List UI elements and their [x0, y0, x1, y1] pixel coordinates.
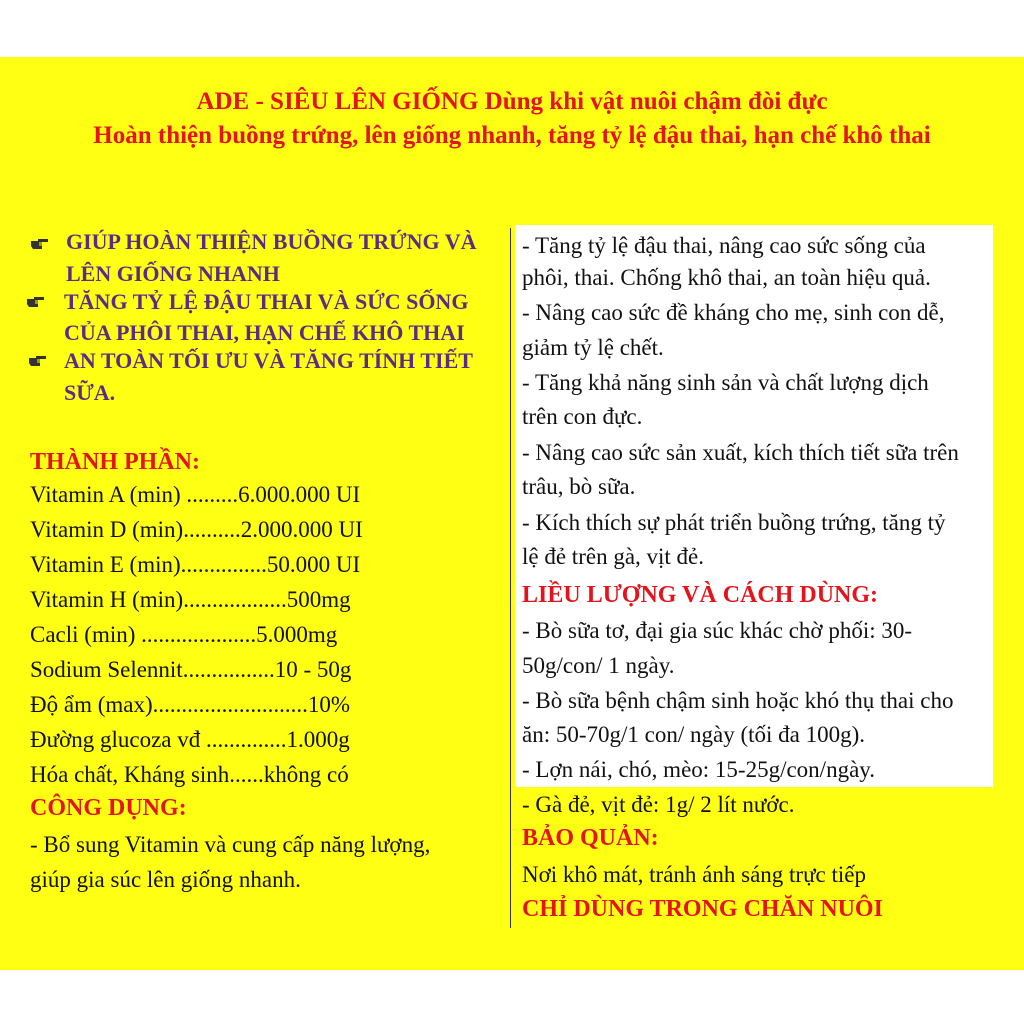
- column-divider: [510, 228, 511, 928]
- uses-line: - Bổ sung Vitamin và cung cấp năng lượng,: [30, 832, 431, 857]
- dosage-heading: LIỀU LƯỢNG VÀ CÁCH DÙNG:: [522, 582, 879, 608]
- composition-item: Đường glucoza vđ ..............1.000g: [30, 727, 350, 752]
- composition-heading: THÀNH PHẦN:: [30, 449, 200, 475]
- composition-item: Vitamin D (min)..........2.000.000 UI: [30, 517, 363, 542]
- header-subtitle: Hoàn thiện buồng trứng, lên giống nhanh, tăng tỷ lệ đậu thai, hạn chế khô thai: [93, 122, 931, 149]
- storage-text: Nơi khô mát, tránh ánh sáng trực tiếp: [522, 862, 866, 887]
- uses-line: trên con đực.: [522, 404, 643, 429]
- benefit-1-line-1: GIÚP HOÀN THIỆN BUỒNG TRỨNG VÀ: [66, 229, 477, 254]
- header-title: ADE - SIÊU LÊN GIỐNG Dùng khi vật nuôi chậm đòi đực: [196, 88, 828, 115]
- benefit-3-line-2: SỮA.: [64, 380, 116, 405]
- uses-line: - Kích thích sự phát triển buồng trứng, tăng tỷ: [522, 510, 946, 535]
- uses-line: lệ đẻ trên gà, vịt đẻ.: [522, 544, 705, 569]
- uses-line: trâu, bò sữa.: [522, 474, 636, 499]
- benefit-1-line-2: LÊN GIỐNG NHANH: [66, 261, 280, 286]
- benefit-3-line-1: AN TOÀN TỐI ƯU VÀ TĂNG TÍNH TIẾT: [64, 348, 473, 373]
- dosage-line: 50g/con/ 1 ngày.: [522, 653, 675, 678]
- storage-heading: BẢO QUẢN:: [522, 825, 659, 851]
- benefit-2-line-2: CỦA PHÔI THAI, HẠN CHẾ KHÔ THAI: [64, 320, 465, 345]
- uses-line: - Nâng cao sức đề kháng cho mẹ, sinh con dễ,: [522, 300, 945, 325]
- uses-line: phôi, thai. Chống khô thai, an toàn hiệu quả.: [522, 265, 931, 290]
- footer-notice: CHỈ DÙNG TRONG CHĂN NUÔI: [522, 896, 883, 922]
- uses-line: - Tăng khả năng sinh sản và chất lượng dịch: [522, 370, 929, 395]
- dosage-line: - Bò sữa tơ, đại gia súc khác chờ phối: 30-: [522, 618, 913, 643]
- dosage-line: - Bò sữa bệnh chậm sinh hoặc khó thụ thai cho: [522, 688, 954, 713]
- pointing-hand-icon: [28, 354, 48, 368]
- dosage-line: - Gà đẻ, vịt đẻ: 1g/ 2 lít nước.: [522, 792, 795, 817]
- pointing-hand-icon: [26, 295, 46, 309]
- uses-line: giảm tỷ lệ chết.: [522, 335, 664, 360]
- composition-item: Cacli (min) ....................5.000mg: [30, 622, 338, 647]
- pointing-hand-icon: [30, 237, 50, 251]
- composition-item: Hóa chất, Kháng sinh......không có: [30, 762, 349, 787]
- uses-line: - Tăng tỷ lệ đậu thai, nâng cao sức sống của: [522, 233, 926, 258]
- composition-item: Sodium Selennit................10 - 50g: [30, 657, 352, 682]
- benefit-2-line-1: TĂNG TỶ LỆ ĐẬU THAI VÀ SỨC SỐNG: [64, 289, 469, 314]
- composition-item: Độ ẩm (max)...........................10%: [30, 692, 351, 717]
- dosage-line: ăn: 50-70g/1 con/ ngày (tối đa 100g).: [522, 722, 866, 747]
- uses-line: - Nâng cao sức sản xuất, kích thích tiết sữa trên: [522, 440, 959, 465]
- dosage-line: - Lợn nái, chó, mèo: 15-25g/con/ngày.: [522, 757, 876, 782]
- uses-heading: CÔNG DỤNG:: [30, 795, 187, 821]
- uses-line: giúp gia súc lên giống nhanh.: [30, 867, 301, 892]
- composition-item: Vitamin H (min)..................500mg: [30, 587, 351, 612]
- composition-item: Vitamin A (min) .........6.000.000 UI: [30, 482, 361, 507]
- composition-item: Vitamin E (min)...............50.000 UI: [30, 552, 361, 577]
